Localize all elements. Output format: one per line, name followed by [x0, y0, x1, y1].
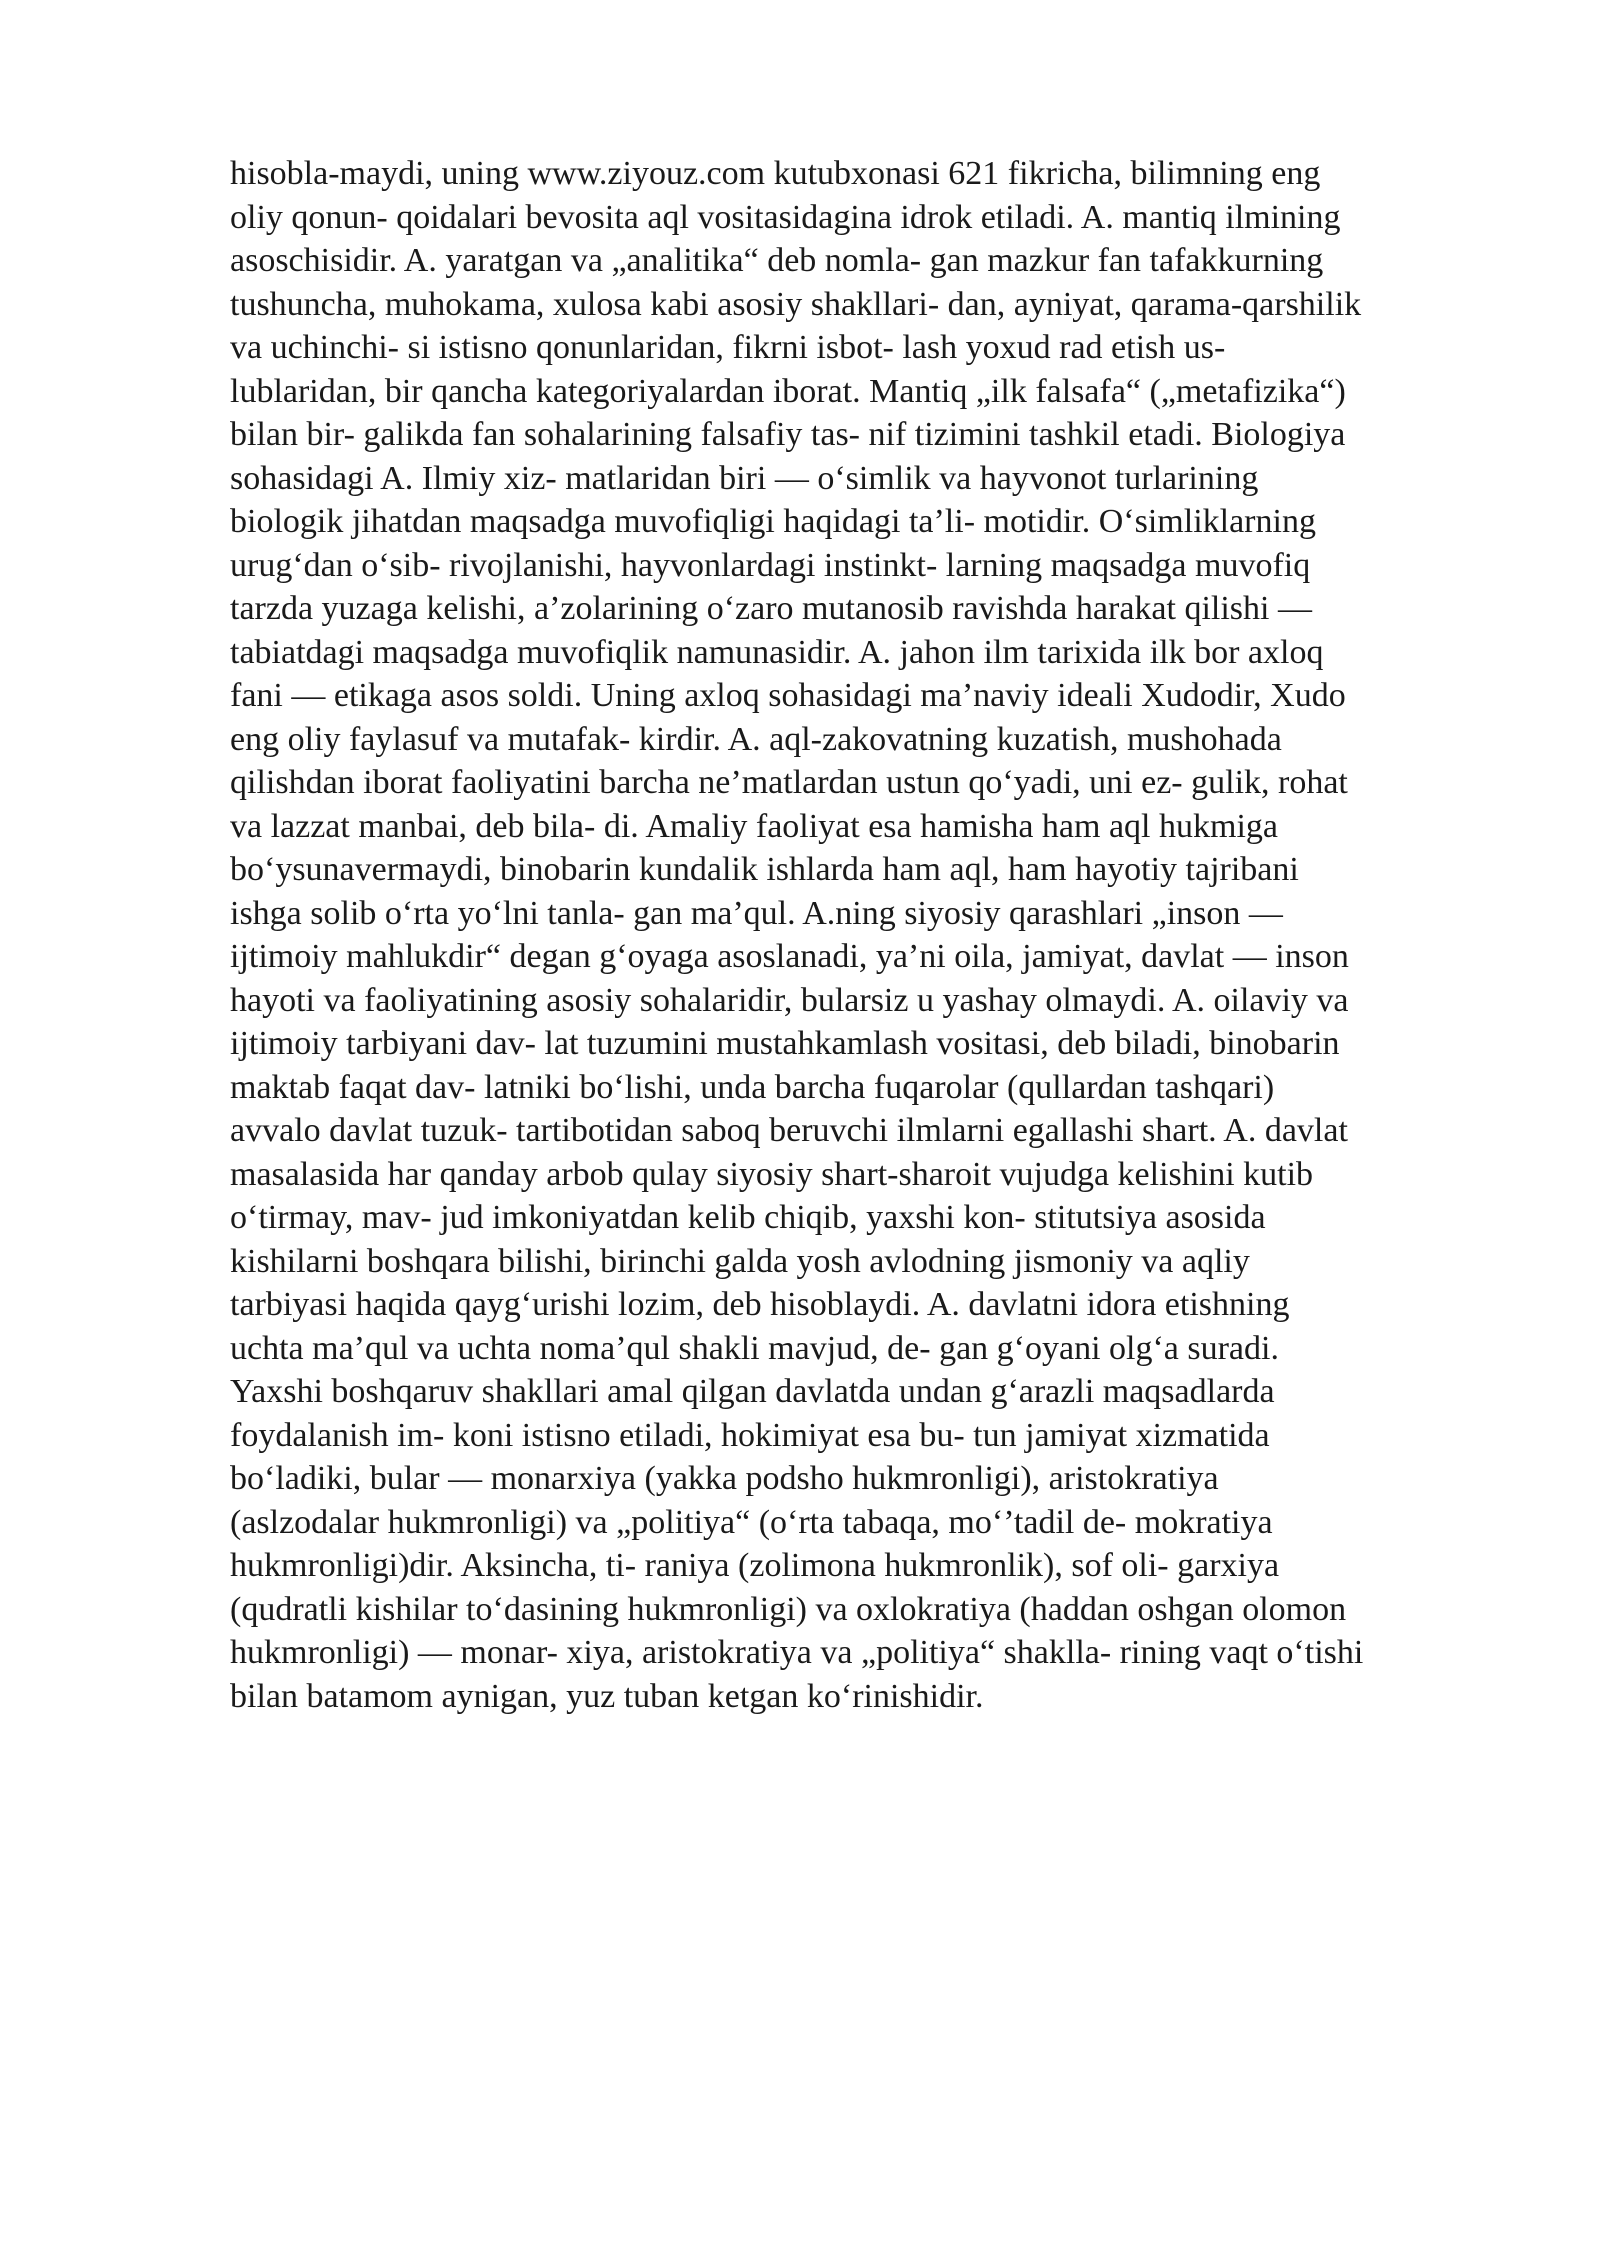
- text-line: ishga solib oʻrta yoʻlni tanla- gan ma’qul. A.ning siyosiy qarashlari „inson —: [230, 894, 1283, 932]
- text-line: oʻtirmay, mav- jud imkoniyatdan kelib chiqib, yaxshi kon- stitutsiya asosida: [230, 1199, 1266, 1236]
- text-line: masalasida har qanday arbob qulay siyosiy shart-sharoit vujudga kelishini kutib: [230, 1155, 1314, 1193]
- text-line: urugʻdan oʻsib- rivojlanishi, hayvonlardagi instinkt- larning maqsadga muvofiq: [230, 546, 1311, 584]
- text-line: lublaridan, bir qancha kategoriyalardan iborat. Mantiq „ilk falsafa“ („metafizika“): [230, 372, 1346, 410]
- text-line: eng oliy faylasuf va mutafak- kirdir. A. aql-zakovatning kuzatish, mushohada: [230, 720, 1282, 758]
- text-line: boʻladiki, bular — monarxiya (yakka podsho hukmronligi), aristokratiya: [230, 1460, 1219, 1497]
- text-line: va uchinchi- si istisno qonunlaridan, fikrni isbot- lash yoxud rad etish us-: [230, 329, 1226, 366]
- text-line: hayoti va faoliyatining asosiy sohalaridir, bularsiz u yashay olmaydi. A. oilaviy va: [230, 981, 1349, 1019]
- text-line: oliy qonun- qoidalari bevosita aql vositasidagina idrok etiladi. A. mantiq ilmining: [230, 198, 1341, 236]
- text-line: tarbiyasi haqida qaygʻurishi lozim, deb hisoblaydi. A. davlatni idora etishning: [230, 1286, 1290, 1323]
- text-line: fani — etikaga asos soldi. Uning axloq sohasidagi ma’naviy ideali Xudodir, Xudo: [230, 677, 1346, 714]
- text-line: va lazzat manbai, deb bila- di. Amaliy faoliyat esa hamisha ham aql hukmiga: [230, 807, 1278, 845]
- text-line: avvalo davlat tuzuk- tartibotidan saboq beruvchi ilmlarni egallashi shart. A. davlat: [230, 1112, 1348, 1149]
- text-line: bilan bir- galikda fan sohalarining falsafiy tas- nif tizimini tashkil etadi. Biologiya: [230, 416, 1346, 453]
- text-line: boʻysunavermaydi, binobarin kundalik ishlarda ham aql, ham hayotiy tajribani: [230, 851, 1299, 888]
- text-line: tabiatdagi maqsadga muvofiqlik namunasidir. A. jahon ilm tarixida ilk bor axloq: [230, 633, 1324, 671]
- text-line: asoschisidir. A. yaratgan va „analitika“ deb nomla- gan mazkur fan tafakkurning: [230, 242, 1324, 279]
- text-line: hukmronligi) — monar- xiya, aristokratiya va „politiya“ shaklla- rining vaqt oʻtishi: [230, 1634, 1364, 1671]
- text-line: (qudratli kishilar toʻdasining hukmronligi) va oxlokratiya (haddan oshgan olomon: [230, 1590, 1347, 1628]
- text-line: hisobla-maydi, uning www.ziyouz.com kutubxonasi 621 fikricha, bilimning eng: [230, 155, 1321, 192]
- text-line: biologik jihatdan maqsadga muvofiqligi haqidagi ta’li- motidir. Oʻsimliklarning: [230, 503, 1316, 540]
- text-line: foydalanish im- koni istisno etiladi, hokimiyat esa bu- tun jamiyat xizmatida: [230, 1416, 1270, 1454]
- text-line: ijtimoiy tarbiyani dav- lat tuzumini mustahkamlash vositasi, deb biladi, binobarin: [230, 1025, 1340, 1062]
- body-text: [230, 152, 1500, 1718]
- text-line: qilishdan iborat faoliyatini barcha ne’matlardan ustun qoʻyadi, uni ez- gulik, rohat: [230, 764, 1348, 801]
- text-line: uchta ma’qul va uchta noma’qul shakli mavjud, de- gan gʻoyani olgʻa suradi.: [230, 1329, 1279, 1367]
- text-line: (aslzodalar hukmronligi) va „politiya“ (oʻrta tabaqa, moʻ’tadil de- mokratiya: [230, 1503, 1273, 1541]
- text-line: ijtimoiy mahlukdir“ degan gʻoyaga asoslanadi, ya’ni oila, jamiyat, davlat — inson: [230, 938, 1349, 975]
- text-line: hukmronligi)dir. Aksincha, ti- raniya (zolimona hukmronlik), sof oli- garxiya: [230, 1547, 1280, 1584]
- text-line: maktab faqat dav- latniki boʻlishi, unda barcha fuqarolar (qullardan tashqari): [230, 1068, 1275, 1106]
- text-line: kishilarni boshqara bilishi, birinchi galda yosh avlodning jismoniy va aqliy: [230, 1242, 1250, 1280]
- text-line: sohasidagi A. Ilmiy xiz- matlaridan biri — oʻsimlik va hayvonot turlarining: [230, 459, 1259, 497]
- text-line: tushuncha, muhokama, xulosa kabi asosiy shakllari- dan, ayniyat, qarama-qarshilik: [230, 285, 1362, 323]
- text-line: tarzda yuzaga kelishi, a’zolarining oʻzaro mutanosib ravishda harakat qilishi —: [230, 590, 1312, 627]
- text-line: Yaxshi boshqaruv shakllari amal qilgan davlatda undan gʻarazli maqsadlarda: [230, 1373, 1275, 1410]
- text-line: bilan batamom aynigan, yuz tuban ketgan koʻrinishidir.: [230, 1677, 984, 1715]
